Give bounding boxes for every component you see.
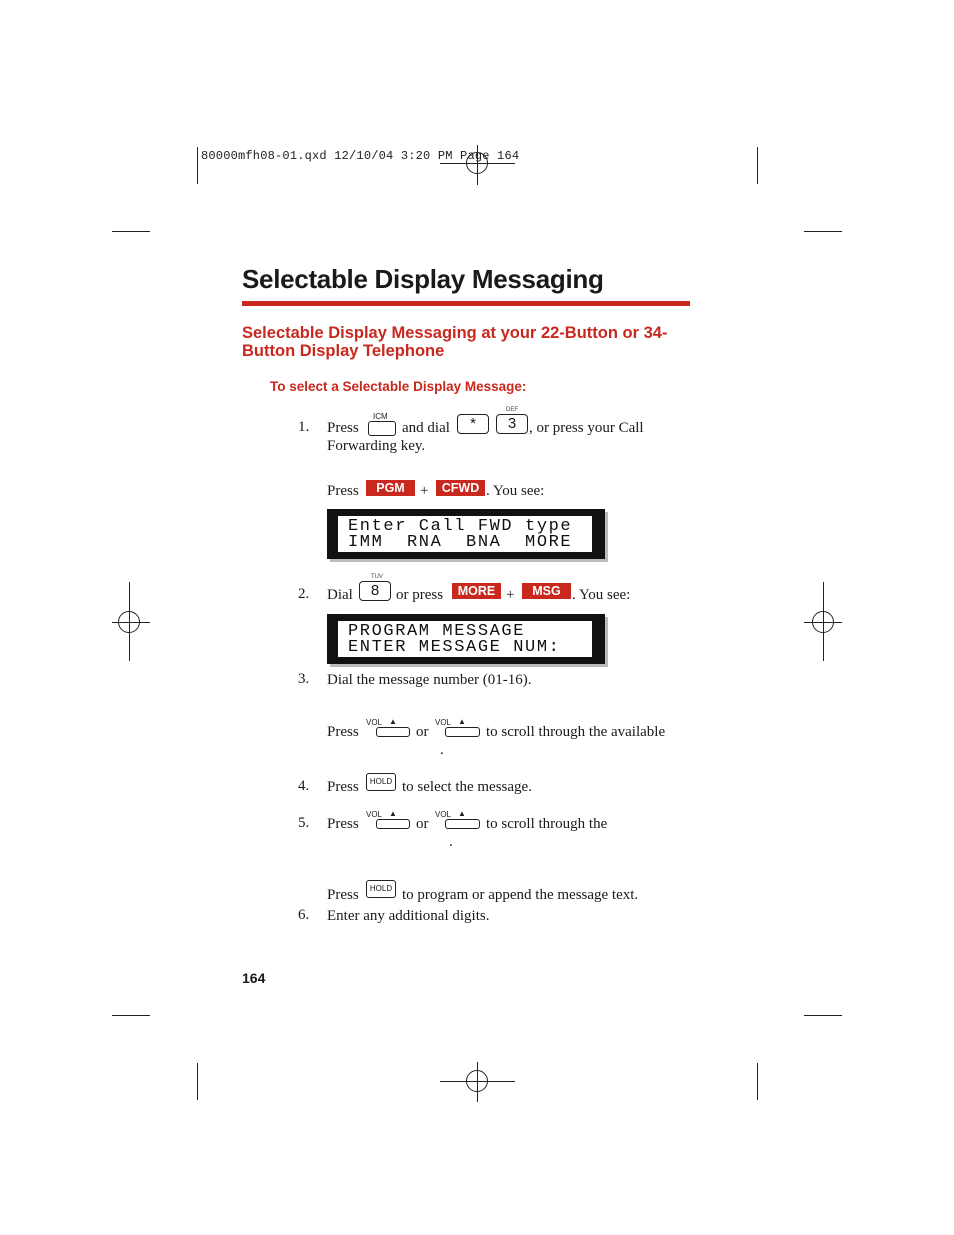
page-number: 164 — [242, 970, 266, 986]
lcd-line-2: ENTER MESSAGE NUM: — [348, 638, 561, 657]
star-key: * — [457, 414, 489, 434]
eight-key-letters: TUV — [371, 574, 383, 580]
eight-key: 8 — [359, 581, 391, 601]
step-text: to scroll through the available — [486, 724, 666, 740]
step-text: or press — [396, 587, 444, 603]
step-text: Press — [327, 887, 359, 903]
title-rule — [242, 301, 690, 306]
section-subtitle: Selectable Display Messaging at your 22-Button or 34-Button Display Telephone — [242, 324, 668, 360]
step-number: 2. — [298, 586, 310, 602]
step-number: 5. — [298, 815, 310, 831]
volume-up-key — [376, 727, 410, 737]
lcd-display — [327, 509, 605, 559]
crop-mark — [804, 1015, 842, 1016]
step-text: Forwarding key. — [327, 438, 426, 454]
lcd-line-1: Enter Call FWD type — [348, 517, 573, 536]
step-text: Press — [327, 420, 359, 436]
volume-down-key — [445, 819, 480, 829]
up-arrow-icon: ▲ — [458, 717, 466, 726]
step-text: . You see: — [486, 483, 545, 499]
pgm-softkey: PGM — [366, 480, 415, 496]
step-number: 6. — [298, 907, 310, 923]
step-text: Enter any additional digits. — [327, 908, 490, 924]
more-softkey: MORE — [452, 583, 501, 599]
step-text: to select the message. — [402, 779, 532, 795]
step-text: or — [416, 724, 429, 740]
volume-up-key — [376, 819, 410, 829]
step-text: to program or append the message text. — [402, 887, 639, 903]
crop-mark — [197, 147, 198, 184]
registration-mark — [812, 611, 834, 633]
three-key-letters: DEF — [506, 407, 518, 413]
step-text: . — [440, 742, 444, 758]
step-text: Press — [327, 483, 359, 499]
hold-key: HOLD — [366, 773, 396, 791]
step-text: + — [420, 483, 429, 499]
step-number: 3. — [298, 671, 310, 687]
step-text: Press — [327, 724, 359, 740]
vol-key-label: VOL — [366, 718, 383, 727]
step-text: . — [449, 834, 453, 850]
up-arrow-icon: ▲ — [389, 717, 397, 726]
lcd-line-1: PROGRAM MESSAGE — [348, 622, 526, 641]
file-slug: 80000mfh08-01.qxd 12/10/04 3:20 PM Page 164 — [201, 149, 520, 163]
hold-key: HOLD — [366, 880, 396, 898]
cfwd-softkey: CFWD — [436, 480, 485, 496]
crop-mark — [757, 147, 758, 184]
crop-mark — [757, 1063, 758, 1100]
crop-mark — [112, 1015, 150, 1016]
step-text: Press — [327, 779, 359, 795]
step-text: + — [506, 587, 515, 603]
crop-mark — [804, 231, 842, 232]
step-number: 1. — [298, 419, 310, 435]
icm-key — [368, 421, 396, 436]
vol-key-label: VOL — [435, 810, 452, 819]
msg-softkey: MSG — [522, 583, 571, 599]
volume-down-key — [445, 727, 480, 737]
up-arrow-icon: ▲ — [389, 809, 397, 818]
lcd-line-2: IMM RNA BNA MORE — [348, 533, 573, 552]
step-text: and dial — [402, 420, 450, 436]
step-number: 4. — [298, 778, 310, 794]
registration-mark — [118, 611, 140, 633]
step-text: to scroll through the — [486, 816, 608, 832]
vol-key-label: VOL — [435, 718, 452, 727]
step-text: , or press your Call — [529, 420, 644, 436]
step-text: . You see: — [572, 587, 631, 603]
lcd-display — [327, 614, 605, 664]
vol-key-label: VOL — [366, 810, 383, 819]
registration-mark — [466, 1070, 488, 1092]
step-text: Press — [327, 816, 359, 832]
step-text: Dial the message number (01-16). — [327, 672, 532, 688]
step-text: Dial — [327, 587, 353, 603]
crop-mark — [112, 231, 150, 232]
page-title: Selectable Display Messaging — [242, 264, 604, 294]
procedure-heading: To select a Selectable Display Message: — [270, 379, 527, 394]
three-key: 3 — [496, 414, 528, 434]
up-arrow-icon: ▲ — [458, 809, 466, 818]
step-text: or — [416, 816, 429, 832]
icm-key-label: ICM — [373, 412, 388, 421]
crop-mark — [197, 1063, 198, 1100]
